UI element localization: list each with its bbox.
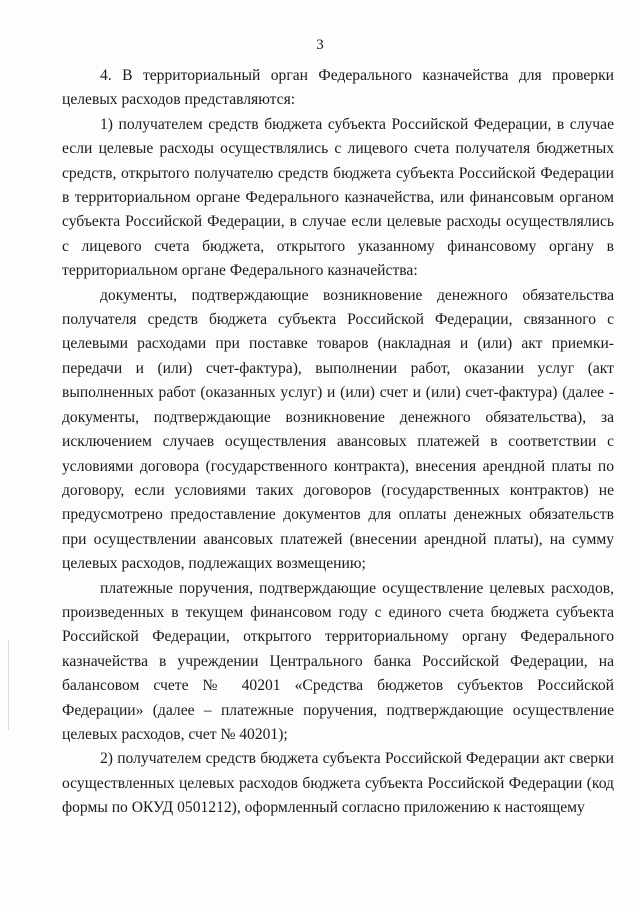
document-body	[62, 64, 614, 821]
paragraph-subitem-2: 2) получателем средств бюджета субъекта Российской Федерации акт сверки осуществленных целевых расходов бюджета субъекта Российской Федерации (код формы по ОКУД 0501212), оформленный согласно приложению к настоящему	[62, 750, 614, 817]
paragraph-documents: документы, подтверждающие возникновение денежного обязательства получателя средств бюджета субъекта Российской Федерации, связанного с целевыми расходами при поставке товаров (накладная и (или) акт приемки-передачи и (или) счет-фактура), выполнении работ, оказании услуг (акт выполненных работ (оказанных услуг) и (или) счет и (или) счет-фактура) (далее - документы, подтверждающие возникновение денежного обязательства), за исключением случаев осуществления авансовых платежей в соответствии с условиями договора (государственного контракта), внесения арендной платы по договору, если условиями таких договоров (государственных контрактов) не предусмотрено предоставление документов для оплаты денежных обязательств при осуществлении авансовых платежей (внесении арендной платы), на сумму целевых расходов, подлежащих возмещению;	[62, 286, 614, 573]
paragraph-item-4: 4. В территориальный орган Федерального казначейства для проверки целевых расходов представляются:	[62, 67, 614, 109]
scan-edge-mark	[8, 640, 9, 730]
paragraph-subitem-1: 1) получателем средств бюджета субъекта Российской Федерации, в случае если целевые расходы осуществлялись с лицевого счета получателя бюджетных средств, открытого получателю средств бюджета субъекта Российской Федерации в территориальном органе Федерального казначейства, или финансовым органом субъекта Российской Федерации, в случае если целевые расходы осуществлялись с лицевого счета бюджета, открытого указанному финансовому органу в территориальном органе Федерального казначейства:	[62, 115, 614, 280]
paragraph-payment-orders: платежные поручения, подтверждающие осуществление целевых расходов, произведенных в текущем финансовом году с единого счета бюджета субъекта Российской Федерации, открытого территориальному органу Федерального казначейства в учреждении Центрального банка Российской Федерации, на балансовом счете № 40201 «Средства бюджетов субъектов Российской Федерации» (далее – платежные поручения, подтверждающие осуществление целевых расходов, счет № 40201);	[62, 579, 614, 743]
page-number: 3	[316, 37, 324, 53]
